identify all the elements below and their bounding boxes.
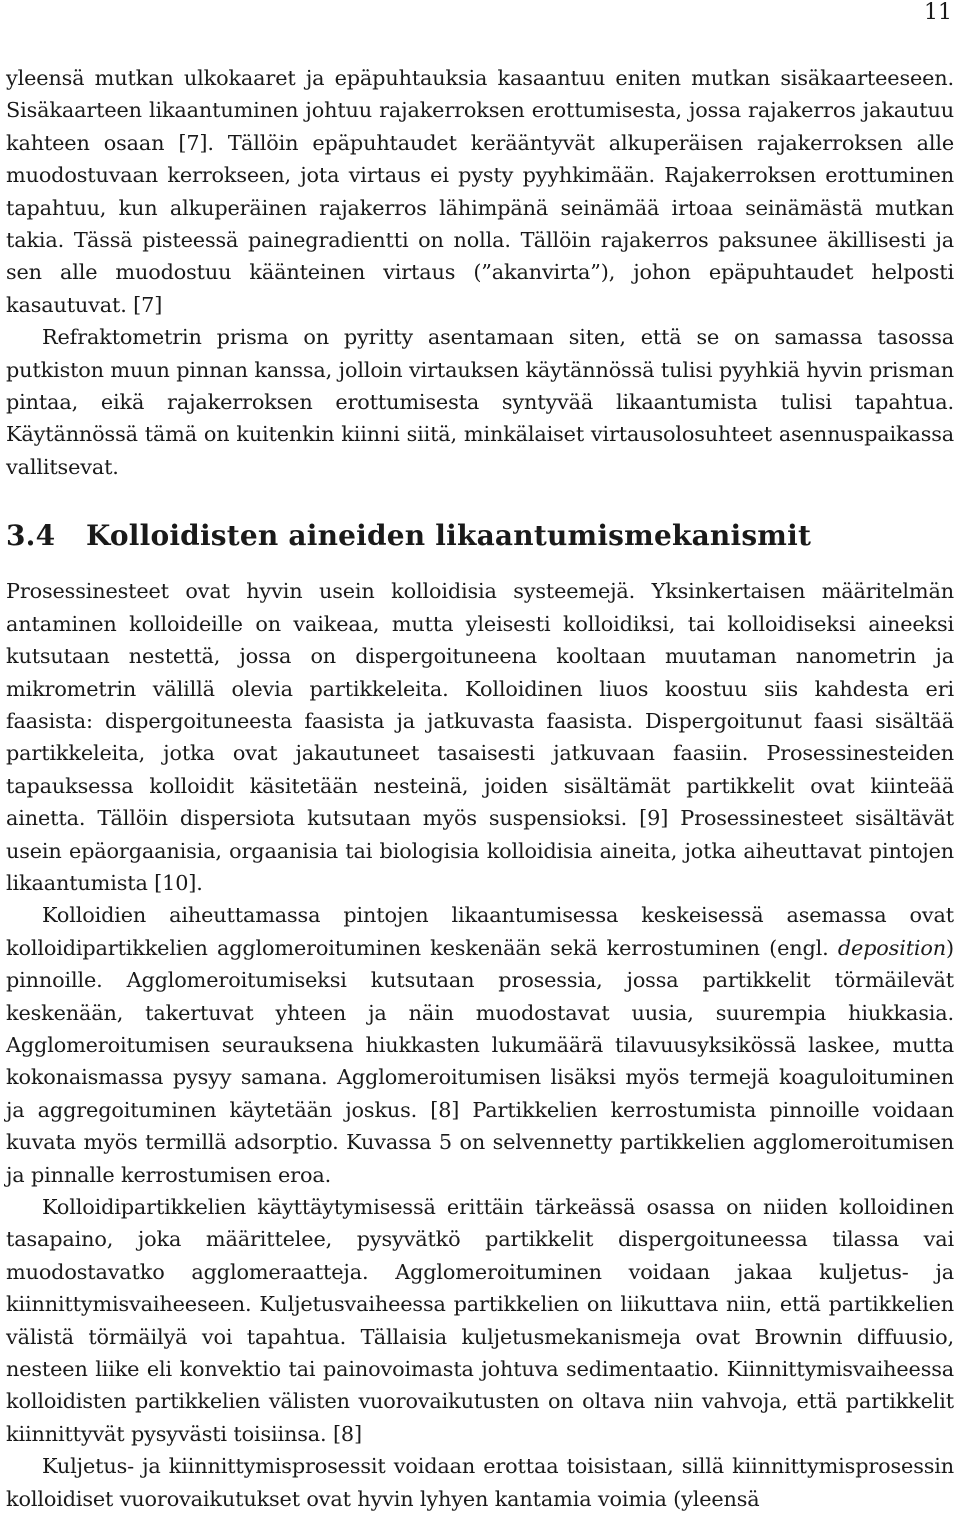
paragraph-continued: yleensä mutkan ulkokaaret ja epäpuhtauksia kasaantuu eniten mutkan sisäkaarteeseen. Sisäkaarteen likaantuminen johtuu rajakerroksen erottumisesta, jossa rajakerros jakautuu kahteen osaan [7]. Tällöin epäpuhtaudet kerääntyvät alkuperäisen rajakerroksen alle muodostuvaan kerrokseen, jota virtaus ei pysty pyyhkimään. Rajakerroksen erottuminen tapahtuu, kun alkuperäinen rajakerros lähimpänä seinämää irtoaa seinämästä mutkan takia. Tässä pisteessä painegradientti on nolla. Tällöin rajakerros paksunee äkillisesti ja sen alle muodostuu käänteinen virtaus (”akanvirta”), johon epäpuhtaudet helposti kasautuvat. [7] — [6, 66, 954, 317]
paragraph-colloids-intro: Prosessinesteet ovat hyvin usein kolloidisia systeemejä. Yksinkertaisen määritelmän antaminen kolloideille on vaikeaa, mutta yleisesti kolloidiksi, tai kolloidiseksi aineeksi kutsutaan nestettä, jossa on dispergoituneena kooltaan muutaman nanometrin ja mikrometrin välillä olevia partikkeleita. Kolloidinen liuos koostuu siis kahdesta eri faasista: dispergoituneesta faasista ja jatkuvasta faasista. Dispergoitunut faasi sisältää partikkeleita, jotka ovat jakautuneet tasaisesti jatkuvaan faasiin. Prosessinesteiden tapauksessa kolloidit käsitetään nesteinä, joiden sisältämät partikkelit ovat kiinteää ainetta. Tällöin dispersiota kutsutaan myös suspensioksi. [9] Prosessinesteet sisältävät usein epäorgaanisia, orgaanisia tai biologisia kolloidisia aineita, jotka aiheuttavat pintojen likaantumista [10]. — [6, 579, 954, 895]
section-title: Kolloidisten aineiden likaantumismekanismit — [86, 519, 812, 553]
section-number: 3.4 — [6, 519, 56, 553]
paragraph-refractometer: Refraktometrin prisma on pyritty asentamaan siten, että se on samassa tasossa putkiston muun pinnan kanssa, jolloin virtauksen käytännössä tulisi pyyhkiä hyvin prisman pintaa, eikä rajakerroksen erottumisesta syntyvää likaantumista tulisi tapahtua. Käytännössä tämä on kuitenkin kiinni siitä, minkälaiset virtausolosuhteet asennuspaikassa vallitsevat. — [6, 325, 954, 479]
term-deposition: deposition — [837, 935, 947, 960]
paragraph-agglomeration-part2: ) pinnoille. Agglomeroitumiseksi kutsutaan prosessia, jossa partikkelit törmäilevät keskenään, takertuvat yhteen ja näin muodostavat uusia, suurempia hiukkasia. Agglomeroitumisen seurauksena hiukkasten lukumäärä tilavuusyksikössä laskee, mutta kokonaismassa pysyy samana. Agglomeroitumisen lisäksi myös termejä koaguloituminen ja aggregoituminen käytetään joskus. [8] Partikkelien kerrostumista pinnoille voidaan kuvata myös termillä adsorptio. Kuvassa 5 on selvennetty partikkelien agglomeroitumisen ja pinnalle kerrostumisen eroa. — [6, 935, 954, 1187]
section-heading — [6, 519, 954, 553]
page-number: 11 — [924, 0, 952, 25]
paragraph-agglomeration-part1: Kolloidien aiheuttamassa pintojen likaantumisessa keskeisessä asemassa ovat kolloidipartikkelien agglomeroituminen keskenään sekä kerrostuminen (engl. — [6, 903, 954, 960]
paragraph-agglomeration — [6, 899, 954, 1191]
paragraph-transport-attachment: Kuljetus- ja kiinnittymisprosessit voidaan erottaa toisistaan, sillä kiinnittymisprosessin kolloidiset vuorovaikutukset ovat hyvin lyhyen kantamia voimia (yleensä — [6, 1454, 954, 1511]
page-content — [6, 62, 954, 1515]
paragraph-colloidal-stability: Kolloidipartikkelien käyttäytymisessä erittäin tärkeässä osassa on niiden kolloidinen tasapaino, joka määrittelee, pysyvätkö partikkelit dispergoituneessa tilassa vai muodostavatko agglomeraatteja. Agglomeroituminen voidaan jakaa kuljetus- ja kiinnittymisvaiheeseen. Kuljetusvaiheessa partikkelien on liikuttava niin, että partikkelien välistä törmäilyä voi tapahtua. Tällaisia kuljetusmekanismeja ovat Brownin diffuusio, nesteen liike eli konvektio tai painovoimasta johtuva sedimentaatio. Kiinnittymisvaiheessa kolloidisten partikkelien välisten vuorovaikutusten on oltava niin vahvoja, että partikkelit kiinnittyvät pysyvästi toisiinsa. [8] — [6, 1195, 954, 1446]
